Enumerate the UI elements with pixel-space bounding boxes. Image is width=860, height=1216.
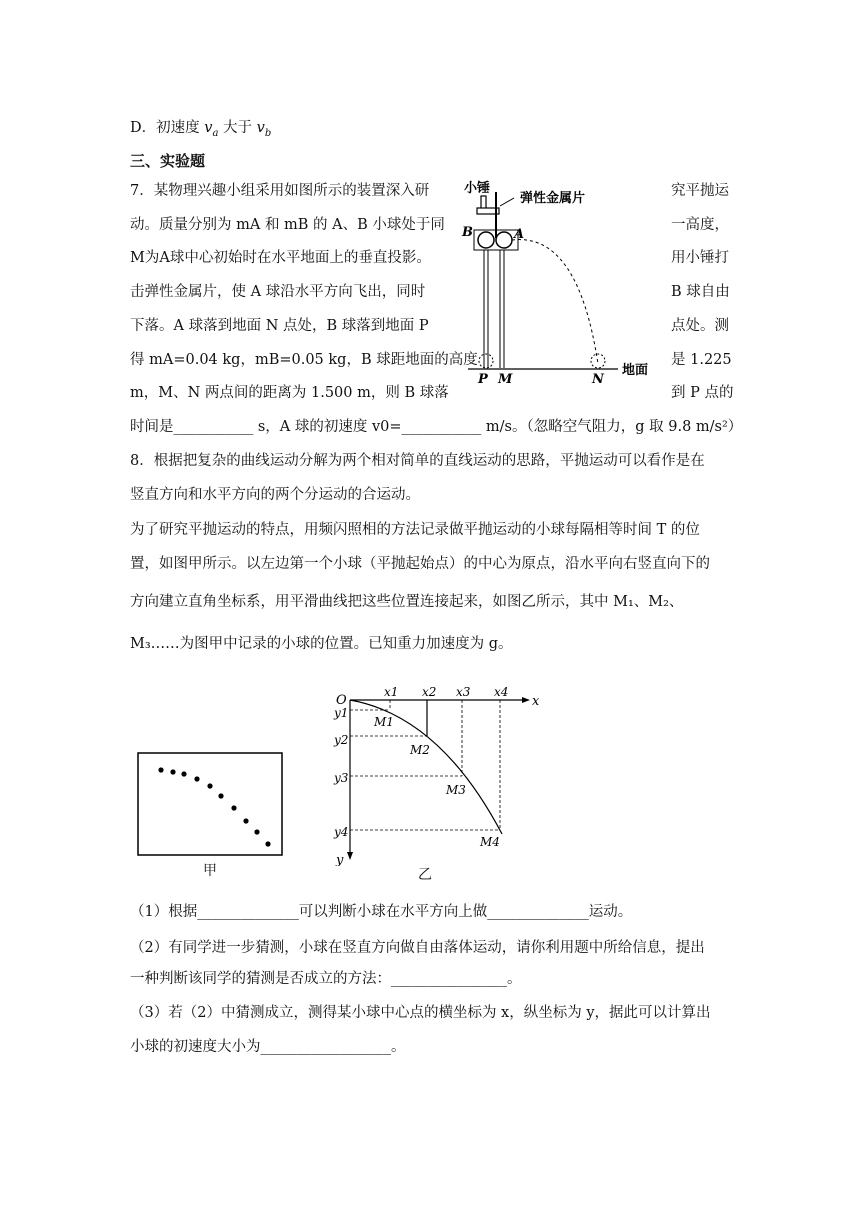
- q7-line-1: 7．某物理兴趣小组采用如图所示的装置深入研: [130, 183, 430, 199]
- y-axis-label: y: [336, 853, 344, 866]
- ball-b: [478, 232, 494, 248]
- hammer-label: 小锤: [464, 181, 491, 196]
- q8-line-1: 8．根据把复杂的曲线运动分解为两个相对简单的直线运动的思路，平抛运动可以看作是在: [130, 453, 705, 469]
- label-ground: 地面: [622, 363, 649, 378]
- plate-label: 弹性金属片: [520, 191, 586, 206]
- x1-label: x1: [384, 686, 399, 699]
- strobe-dot: [243, 818, 248, 823]
- va-subscript: a: [212, 127, 219, 139]
- m3-label: M3: [446, 783, 466, 797]
- vb-subscript: b: [264, 127, 272, 139]
- fig-jia-caption: 甲: [203, 863, 217, 879]
- y4-label: y4: [334, 825, 349, 839]
- strobe-dot: [231, 805, 236, 810]
- y2-label: y2: [334, 733, 349, 747]
- q7-right-1: 究平抛运: [671, 183, 729, 199]
- m2-label: M2: [410, 743, 430, 757]
- q7-right-6: 是 1.225: [671, 352, 732, 368]
- y3-label: y3: [334, 771, 349, 785]
- strobe-dot: [194, 776, 199, 781]
- label-n: N: [592, 372, 604, 384]
- fig-yi-caption: 乙: [418, 867, 432, 883]
- q8-sub1: （1）根据______________可以判断小球在水平方向上做______________运动。: [130, 904, 633, 920]
- strobe-dot: [158, 767, 163, 772]
- q8-sub2-line1: （2）有同学进一步猜测，小球在竖直方向做自由落体运动，请你利用题中所给信息，提出: [130, 940, 705, 956]
- x-axis-arrow: [522, 697, 530, 703]
- m1-label: M1: [374, 715, 394, 729]
- x4-label: x4: [494, 686, 509, 699]
- q7-line-6: 得 mA=0.04 kg，mB=0.05 kg，B 球距地面的高度: [130, 352, 478, 368]
- q8-sub2-line2: 一种判断该同学的猜测是否成立的方法：________________。: [130, 971, 522, 987]
- x3-label: x3: [456, 686, 471, 699]
- q8-line-6: M₃……为图甲中记录的小球的位置。已知重力加速度为 g。: [130, 636, 513, 652]
- va-symbol: v: [204, 120, 213, 136]
- q7-line-7: m，M、N 两点间的距离为 1.500 m，则 B 球落: [130, 385, 449, 401]
- strobe-dot: [170, 769, 175, 774]
- q8-sub3-line2: 小球的初速度大小为__________________。: [130, 1039, 406, 1055]
- q7-answer-line: 时间是___________ s，A 球的初速度 v0=___________ m/s。（忽略空气阻力，g 取 9.8 m/s²）: [130, 419, 743, 435]
- q7-line-5: 下落。A 球落到地面 N 点处，B 球落到地面 P: [130, 318, 429, 334]
- fig-jia: [137, 752, 283, 856]
- strobe-dot: [254, 829, 259, 834]
- ball-a: [496, 232, 512, 248]
- y1-label: y1: [334, 706, 349, 720]
- origin-label: O: [336, 693, 347, 708]
- q7-line-3: M为A球中心初始时在水平地面上的垂直投影。: [130, 250, 431, 266]
- ball-b-landing: [479, 354, 493, 368]
- q7-apparatus-figure: [458, 176, 664, 384]
- option-d-text: D．初速度: [130, 120, 205, 136]
- plate-pointer: [500, 198, 514, 206]
- x2-label: x2: [422, 686, 437, 699]
- q8-line-5: 方向建立直角坐标系，用平滑曲线把这些位置连接起来，如图乙所示，其中 M₁、M₂、: [130, 594, 684, 610]
- fig-yi: [330, 686, 545, 866]
- label-m: M: [498, 372, 513, 384]
- label-a: A: [514, 227, 525, 242]
- q7-right-5: 点处。测: [671, 318, 729, 334]
- option-d: [130, 118, 271, 144]
- q7-right-7: 到 P 点的: [671, 385, 734, 401]
- option-d-mid: 大于: [218, 120, 257, 136]
- q8-line-2: 竖直方向和水平方向的两个分运动的合运动。: [130, 487, 420, 503]
- label-b: B: [462, 225, 473, 240]
- label-p: P: [478, 372, 488, 384]
- m4-label: M4: [480, 835, 500, 849]
- strobe-dot: [207, 783, 212, 788]
- strobe-dot: [181, 771, 186, 776]
- trajectory-curve: [350, 700, 502, 834]
- section-title: 三、实验题: [130, 152, 206, 170]
- q7-line-4: 击弹性金属片，使 A 球沿水平方向飞出，同时: [130, 284, 426, 300]
- q8-line-4: 置，如图甲所示。以左边第一个小球（平抛起始点）的中心为原点，沿水平向右竖直向下的: [130, 556, 710, 572]
- strobe-dot: [265, 841, 270, 846]
- trajectory-a: [512, 240, 598, 364]
- strobe-dot: [218, 793, 223, 798]
- x-axis-label: x: [532, 694, 540, 709]
- q7-right-4: B 球自由: [671, 284, 730, 300]
- q8-sub3-line1: （3）若（2）中猜测成立，测得某小球中心点的横坐标为 x，纵坐标为 y，据此可以计算出: [130, 1005, 711, 1021]
- q8-line-3: 为了研究平抛运动的特点，用频闪照相的方法记录做平抛运动的小球每隔相等时间 T 的位: [130, 522, 700, 538]
- q7-right-2: 一高度，: [671, 217, 729, 233]
- vb-symbol: v: [256, 120, 265, 136]
- q7-right-3: 用小锤打: [671, 250, 729, 266]
- q7-line-2: 动。质量分别为 mA 和 mB 的 A、B 小球处于同: [130, 217, 445, 233]
- y-axis-arrow: [347, 852, 353, 860]
